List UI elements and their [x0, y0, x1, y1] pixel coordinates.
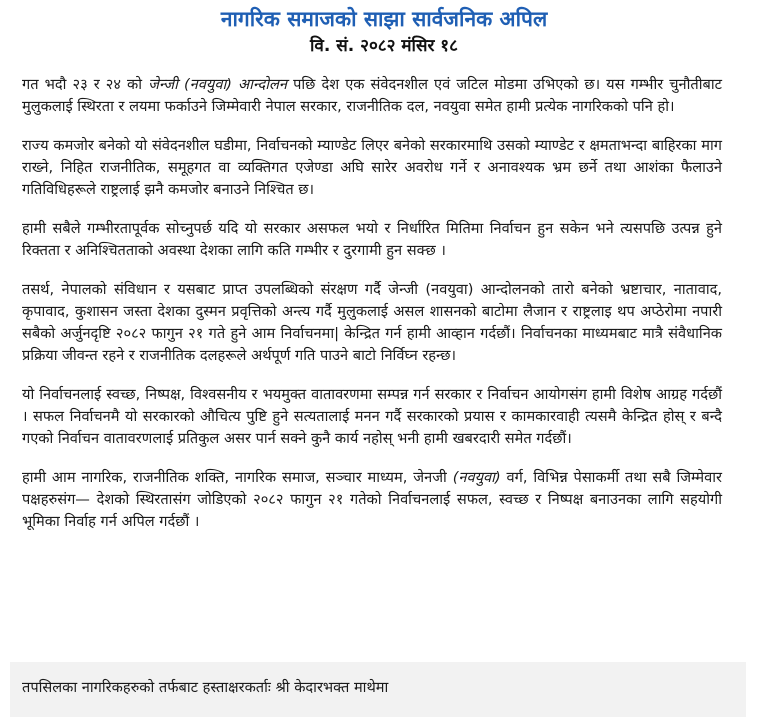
document-body: [22, 74, 722, 550]
paragraph-6-emphasis: (नवयुवा): [452, 469, 501, 486]
paragraph-6-post: वर्ग, विभिन्न पेसाकर्मी तथा सबै जिम्मेवार पक्षहरुसंग— देशको स्थिरतासंग जोडिएको २०८२ फागुन २१ गतेको निर्वाचनलाई सफल, स्वच्छ र निष्पक्ष बनाउनका लागि सहयोगी भूमिका निर्वाह गर्न अपिल गर्दछौं ।: [22, 469, 723, 530]
paragraph-6: [22, 467, 722, 533]
signature-line: तपसिलका नागरिकहरुको तर्फबाट हस्ताक्षरकर्ताः श्री केदारभक्त माथेमा: [22, 679, 389, 696]
document-header: [0, 6, 768, 58]
paragraph-1-post: पछि देश एक संवेदनशील एवं जटिल मोडमा उभिएको छ। यस गम्भीर चुनौतीबाट मुलुकलाई स्थिरता र लयमा फर्काउने जिम्मेवारी नेपाल सरकार, राजनीतिक दल, नवयुवा समेत हामी प्रत्येक नागरिकको पनि हो।: [22, 76, 722, 115]
paragraph-2: राज्य कमजोर बनेको यो संवेदनशील घडीमा, निर्वाचनको म्याण्डेट लिएर बनेको सरकारमाथि उसको म्याण्डेट र क्षमताभन्दा बाहिरका माग राख्ने, निहित राजनीतिक, समूहगत वा व्यक्तिगत एजेण्डा अघि सारेर अवरोध गर्ने र अनावश्यक भ्रम छर्ने तथा आशंका फैलाउने गतिविधिहरूले राष्ट्रलाई झनै कमजोर बनाउने निश्चित छ।: [22, 137, 722, 198]
paragraph-1: [22, 74, 722, 118]
paragraph-1-emphasis: जेन्जी (नवयुवा) आन्दोलन: [148, 76, 287, 93]
document-title: नागरिक समाजको साझा सार्वजनिक अपिल: [220, 7, 548, 31]
paragraph-4: तसर्थ, नेपालको संविधान र यसबाट प्राप्त उपलब्धिको संरक्षण गर्दै जेन्जी (नवयुवा) आन्दोलनको तारो बनेको भ्रष्टाचार, नातावाद, कृपावाद, कुशासन जस्ता देशका दुस्मन प्रवृत्तिको अन्त्य गर्दै मुलुकलाई असल शासनको बाटोमा लैजान र राष्ट्रलाइ थप अप्ठेरोमा नपारी सबैको अर्जुनदृष्टि २०८२ फागुन २१ गते हुने आम निर्वाचनमा| केन्द्रित गर्न हामी आव्हान गर्दछौं। निर्वाचनका माध्यमबाट मात्रै संवैधानिक प्रक्रिया जीवन्त रहने र राजनीतिक दलहरूले अर्थपूर्ण गति पाउने बाटो निर्विघ्न रहन्छ।: [22, 281, 722, 364]
paragraph-1-pre: गत भदौ २३ र २४ को: [22, 76, 149, 93]
paragraph-5: यो निर्वाचनलाई स्वच्छ, निष्पक्ष, विश्वसनीय र भयमुक्त वातावरणमा सम्पन्न गर्न सरकार र निर्वाचन आयोगसंग हामी विशेष आग्रह गर्दछौं । सफल निर्वाचनमै यो सरकारको औचित्य पुष्टि हुने सत्यतालाई मनन गर्दै सरकारको प्रयास र कामकारवाही त्यसमै केन्द्रित होस् र बन्दै गएको निर्वाचन वातावरणलाई प्रतिकुल असर पार्न सक्ने कुनै कार्य नहोस् भनी हामी खबरदारी समेत गर्दछौं।: [22, 386, 722, 447]
paragraph-6-pre: हामी आम नागरिक, राजनीतिक शक्ति, नागरिक समाज, सञ्चार माध्यम, जेनजी: [22, 469, 453, 486]
paragraph-3: हामी सबैले गम्भीरतापूर्वक सोच्नुपर्छ यदि यो सरकार असफल भयो र निर्धारित मितिमा निर्वाचन हुन सकेन भने त्यसपछि उत्पन्न हुने रिक्तता र अनिश्चितताको अवस्था देशका लागि कति गम्भीर र दुरगामी हुन सक्छ ।: [22, 220, 722, 259]
document-date: वि. सं. २०८२ मंसिर १८: [310, 36, 458, 56]
